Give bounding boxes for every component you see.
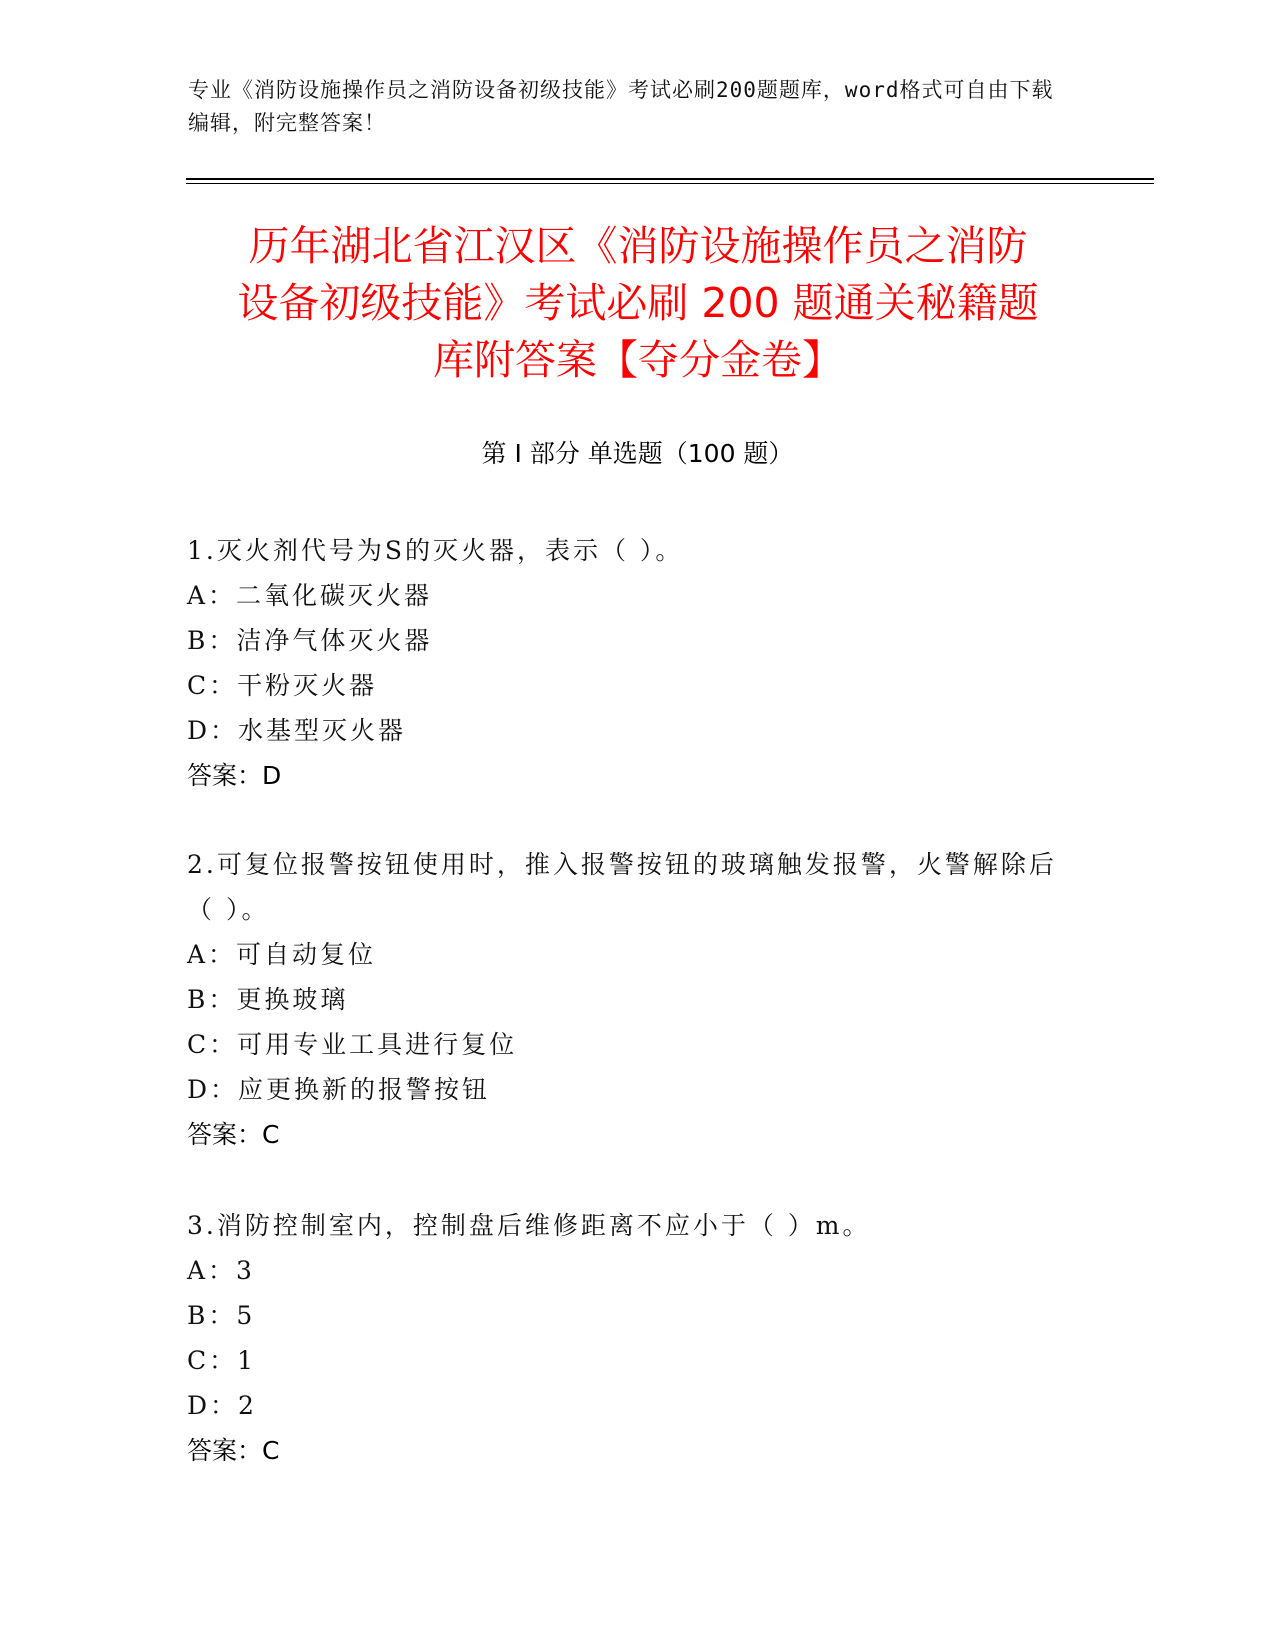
header-divider-thick [186, 178, 1154, 180]
option-c: C：干粉灭火器 [187, 671, 378, 700]
option-b: B：洁净气体灭火器 [187, 626, 433, 655]
header-divider-thin [186, 183, 1154, 184]
question-stem: 1.灭火剂代号为S的灭火器，表示（ ）。 [187, 536, 684, 565]
question-stem: 3.消防控制室内，控制盘后维修距离不应小于（ ）m。 [187, 1211, 871, 1240]
document-title-line-1: 历年湖北省江汉区《消防设施操作员之消防 [248, 222, 1028, 270]
question-stem: 2.可复位报警按钮使用时，推入报警按钮的玻璃触发报警，火警解除后（ ）。 [187, 850, 1057, 924]
option-b: B：更换玻璃 [187, 985, 349, 1014]
header-note: 专业《消防设施操作员之消防设备初级技能》考试必刷200题题库，word格式可自由下载编辑，附完整答案！ [188, 78, 1054, 135]
answer: 答案：C [187, 1120, 280, 1149]
option-a: A：3 [187, 1256, 255, 1285]
option-a: A：二氧化碳灭火器 [187, 581, 433, 610]
option-d: D：2 [187, 1391, 257, 1420]
option-c: C：可用专业工具进行复位 [187, 1030, 518, 1059]
question-3 [187, 1203, 1067, 1473]
answer: 答案：D [187, 761, 282, 790]
question-1 [187, 528, 1067, 798]
option-d: D：水基型灭火器 [187, 716, 407, 745]
document-title-line-3: 库附答案【夺分金卷】 [433, 336, 843, 384]
answer: 答案：C [187, 1436, 280, 1465]
option-b: B：5 [187, 1301, 256, 1330]
option-a: A：可自动复位 [187, 940, 377, 969]
document-title [190, 218, 1086, 389]
section-title: 第 I 部分 单选题（100 题） [481, 439, 794, 468]
option-c: C：1 [187, 1346, 257, 1375]
question-2 [187, 842, 1067, 1157]
option-d: D：应更换新的报警按钮 [187, 1075, 491, 1104]
document-title-line-2: 设备初级技能》考试必刷 200 题通关秘籍题 [237, 279, 1039, 327]
